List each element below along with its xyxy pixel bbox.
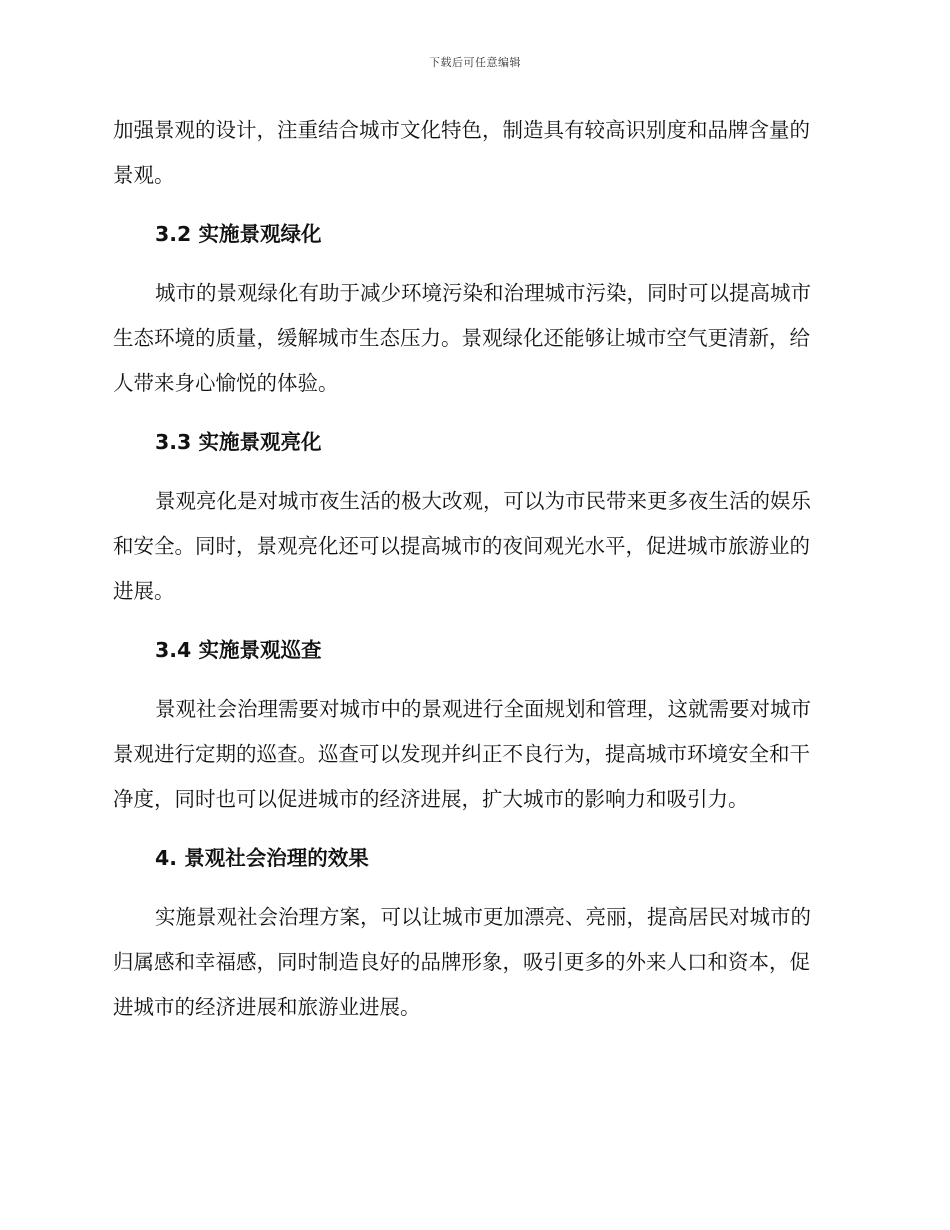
header-note: 下载后可任意编辑 [429,56,521,69]
section-heading-4: 4. 景观社会治理的效果 [155,846,369,870]
section-heading-3-3: 3.3 实施景观亮化 [155,430,322,454]
section-heading-3-4: 3.4 实施景观巡查 [155,638,322,662]
section-paragraph-4: 实施景观社会治理方案，可以让城市更加漂亮、亮丽，提高居民对城市的归属感和幸福感，同时制造良好的品牌形象，吸引更多的外来人口和资本，促进城市的经济进展和旅游业进展。 [113,905,811,1019]
section-paragraph-3-3: 景观亮化是对城市夜生活的极大改观，可以为市民带来更多夜生活的娱乐和安全。同时，景观亮化还可以提高城市的夜间观光水平，促进城市旅游业的进展。 [113,489,811,603]
section-heading-3-2: 3.2 实施景观绿化 [155,222,322,246]
section-paragraph-3-2: 城市的景观绿化有助于减少环境污染和治理城市污染，同时可以提高城市生态环境的质量，缓解城市生态压力。景观绿化还能够让城市空气更清新，给人带来身心愉悦的体验。 [113,281,811,395]
document-body [113,108,830,1030]
intro-paragraph: 加强景观的设计，注重结合城市文化特色，制造具有较高识别度和品牌含量的景观。 [113,118,810,187]
section-paragraph-3-4: 景观社会治理需要对城市中的景观进行全面规划和管理，这就需要对城市景观进行定期的巡查。巡查可以发现并纠正不良行为，提高城市环境安全和干净度，同时也可以促进城市的经济进展，扩大城市的影响力和吸引力。 [113,697,811,811]
